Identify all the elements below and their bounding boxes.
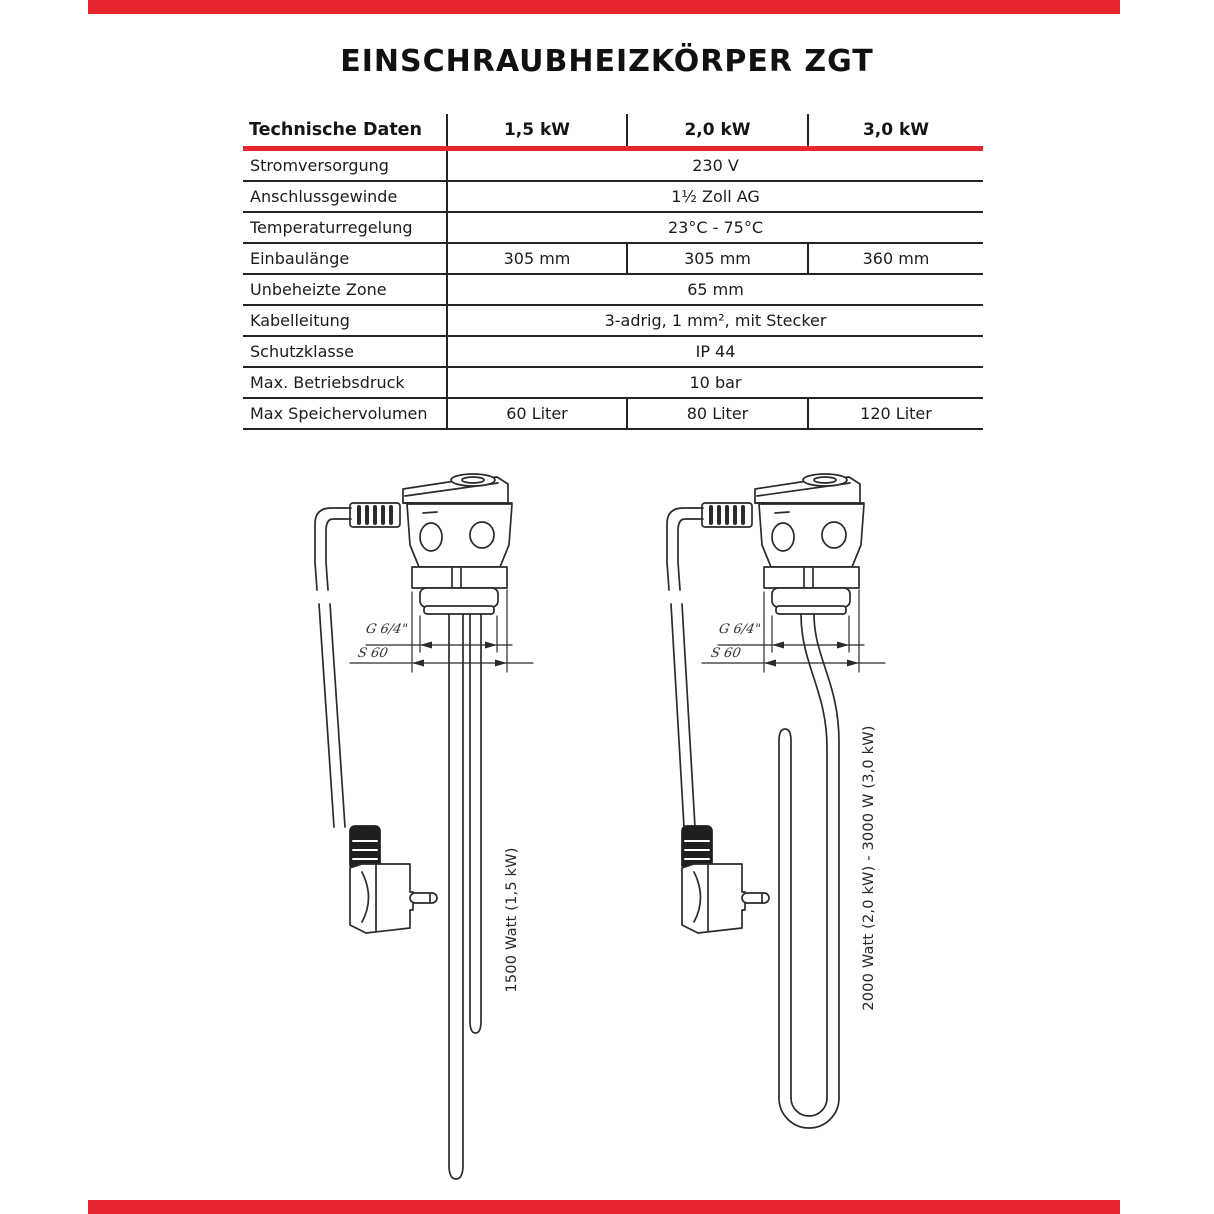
power-plug — [350, 826, 437, 933]
left-heater-drawing — [315, 474, 533, 1179]
left-thread-dim-label: G 6/4" — [364, 622, 409, 637]
heater-head — [702, 474, 864, 614]
row-value: 305 mm — [447, 243, 627, 274]
table-row — [243, 274, 983, 305]
left-wrench-dim-label: S 60 — [356, 646, 389, 661]
row-label: Einbaulänge — [243, 243, 447, 274]
row-value: 60 Liter — [447, 398, 627, 429]
row-label: Schutzklasse — [243, 336, 447, 367]
table-row — [243, 367, 983, 398]
row-label: Unbeheizte Zone — [243, 274, 447, 305]
left-power-label: 1500 Watt (1,5 kW) — [504, 847, 520, 993]
right-thread-dim-label: G 6/4" — [717, 622, 762, 637]
row-label: Kabelleitung — [243, 305, 447, 336]
table-header-label: Technische Daten — [243, 114, 447, 149]
row-value: 120 Liter — [808, 398, 983, 429]
power-plug — [682, 826, 769, 933]
row-value: 3-adrig, 1 mm², mit Stecker — [447, 305, 983, 336]
table-row — [243, 305, 983, 336]
row-value: IP 44 — [447, 336, 983, 367]
power-cable — [667, 508, 703, 827]
row-value: 23°C - 75°C — [447, 212, 983, 243]
heating-u-tube — [779, 614, 839, 1128]
right-heater-drawing — [667, 474, 885, 1128]
row-value: 230 V — [447, 149, 983, 182]
table-header-col-3: 3,0 kW — [808, 114, 983, 149]
table-row — [243, 336, 983, 367]
page-title: EINSCHRAUBHEIZKÖRPER ZGT — [340, 44, 874, 79]
row-label: Max. Betriebsdruck — [243, 367, 447, 398]
tech-data-table — [243, 114, 983, 430]
top-red-bar — [88, 0, 1120, 14]
table-row — [243, 398, 983, 429]
table-header-col-1: 1,5 kW — [447, 114, 627, 149]
row-label: Temperaturregelung — [243, 212, 447, 243]
row-label: Anschlussgewinde — [243, 181, 447, 212]
table-row — [243, 149, 983, 182]
row-value: 65 mm — [447, 274, 983, 305]
table-row — [243, 243, 983, 274]
heater-head — [350, 474, 512, 614]
heating-rod — [449, 614, 481, 1179]
row-value: 10 bar — [447, 367, 983, 398]
row-label: Stromversorgung — [243, 149, 447, 182]
right-power-label: 2000 Watt (2,0 kW) - 3000 W (3,0 kW) — [861, 725, 877, 1011]
table-header-row — [243, 114, 983, 149]
row-value: 1½ Zoll AG — [447, 181, 983, 212]
table-row — [243, 181, 983, 212]
technical-drawings — [0, 440, 1214, 1214]
table-header-col-2: 2,0 kW — [627, 114, 808, 149]
power-cable — [315, 508, 351, 827]
table-row — [243, 212, 983, 243]
row-value: 80 Liter — [627, 398, 808, 429]
right-wrench-dim-label: S 60 — [709, 646, 742, 661]
row-value: 305 mm — [627, 243, 808, 274]
row-value: 360 mm — [808, 243, 983, 274]
row-label: Max Speichervolumen — [243, 398, 447, 429]
